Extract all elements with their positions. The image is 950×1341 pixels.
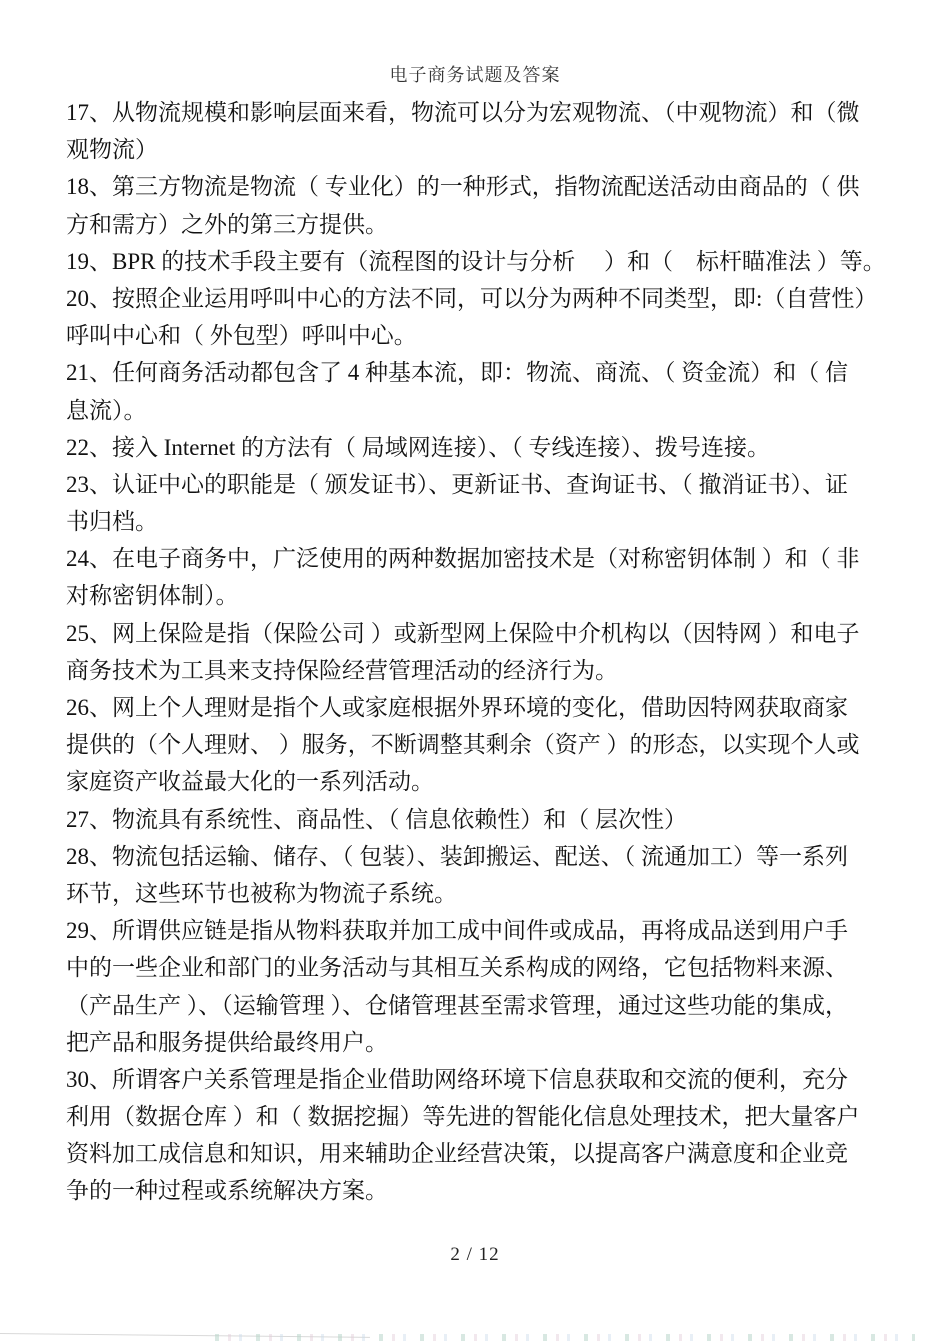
text-line: 29、所谓供应链是指从物料获取并加工成中间件或成品，再将成品送到用户手 — [66, 918, 848, 944]
text-line: 争的一种过程或系统解决方案。 — [66, 1178, 388, 1204]
text-line: 利用（数据仓库 ）和（ 数据挖掘）等先进的智能化信息处理技术，把大量客户 — [66, 1104, 860, 1130]
text-line: 23、认证中心的职能是（ 颁发证书）、更新证书、查询证书、（ 撤消证书）、证 — [66, 471, 848, 497]
text-line: 25、网上保险是指（保险公司 ）或新型网上保险中介机构以（因特网 ）和电子 — [66, 620, 860, 646]
text-line: 21、任何商务活动都包含了 4 种基本流，即：物流、商流、（ 资金流）和（ 信 — [66, 360, 848, 386]
text-line: （产品生产 ）、（运输管理 ）、仓储管理甚至需求管理，通过这些功能的集成， — [66, 992, 848, 1018]
text-line: 20、按照企业运用呼叫中心的方法不同，可以分为两种不同类型，即:（自营性） — [66, 285, 878, 311]
text-line: 资料加工成信息和知识，用来辅助企业经营决策，以提高客户满意度和企业竞 — [66, 1141, 848, 1167]
text-line: 息流）。 — [66, 397, 147, 423]
page-number: 2 / 12 — [450, 1244, 500, 1265]
cutoff-text-fragments — [215, 1334, 915, 1341]
text-line: 24、在电子商务中，广泛使用的两种数据加密技术是（对称密钥体制 ）和（ 非 — [66, 546, 860, 572]
text-line: 28、物流包括运输、储存、（ 包装）、装卸搬运、配送、（ 流通加工）等一系列 — [66, 843, 848, 869]
text-line: 提供的（个人理财、 ）服务，不断调整其剩余（资产 ）的形态，以实现个人或 — [66, 732, 860, 758]
text-line: 家庭资产收益最大化的一系列活动。 — [66, 769, 434, 795]
text-line: 中的一些企业和部门的业务活动与其相互关系构成的网络，它包括物料来源、 — [66, 955, 848, 981]
text-line: 30、所谓客户关系管理是指企业借助网络环境下信息获取和交流的便利，充分 — [66, 1066, 848, 1092]
text-line: 22、接入 Internet 的方法有（ 局域网连接）、（ 专线连接）、拨号连接。 — [66, 434, 771, 460]
text-line: 18、第三方物流是物流（ 专业化）的一种形式，指物流配送活动由商品的（ 供 — [66, 174, 860, 200]
text-line: 19、BPR 的技术手段主要有（流程图的设计与分析 ）和（ 标杆瞄准法 ）等。 — [66, 248, 886, 274]
text-line: 呼叫中心和（ 外包型）呼叫中心。 — [66, 323, 417, 349]
text-line: 环节，这些环节也被称为物流子系统。 — [66, 880, 457, 906]
text-line: 把产品和服务提供给最终用户。 — [66, 1029, 388, 1055]
text-line: 商务技术为工具来支持保险经营管理活动的经济行为。 — [66, 657, 618, 683]
document-body — [66, 94, 910, 1210]
text-line: 17、从物流规模和影响层面来看，物流可以分为宏观物流、（中观物流）和（微 — [66, 100, 860, 125]
text-line: 26、网上个人理财是指个人或家庭根据外界环境的变化，借助因特网获取商家 — [66, 695, 848, 720]
text-line: 方和需方）之外的第三方提供。 — [66, 211, 388, 237]
text-line: 书归档。 — [66, 509, 158, 535]
text-line: 观物流） — [66, 137, 158, 163]
text-line: 27、物流具有系统性、商品性、（ 信息依赖性）和（ 层次性） — [66, 806, 687, 832]
text-line: 对称密钥体制）。 — [66, 583, 239, 609]
page-title: 电子商务试题及答案 — [389, 65, 561, 85]
